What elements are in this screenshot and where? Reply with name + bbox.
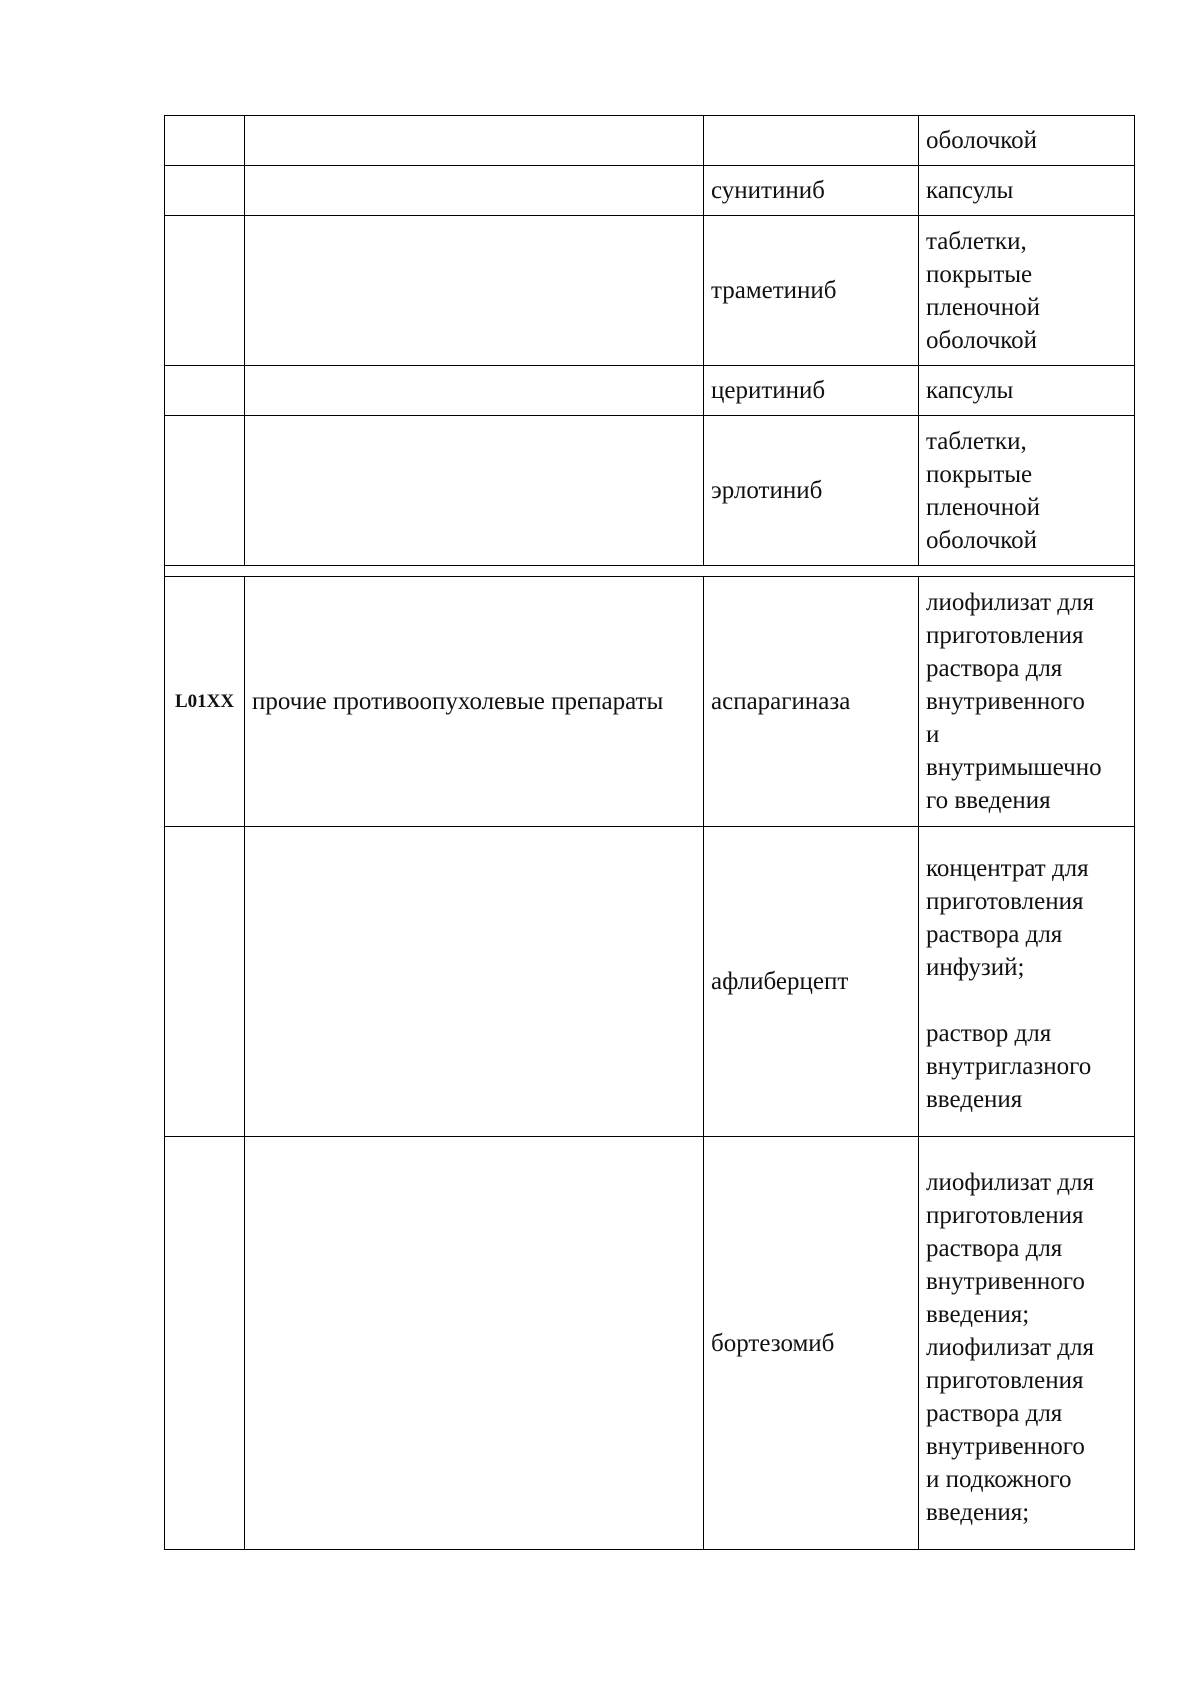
dosage-form-line: внутривенного	[926, 1267, 1085, 1295]
dosage-form-line: лиофилизат для	[926, 589, 1094, 616]
spacer-cell	[165, 566, 1135, 577]
dosage-form-line: таблетки,	[926, 227, 1027, 255]
group-name-cell	[245, 366, 704, 416]
dosage-form-line: введения;	[926, 1498, 1030, 1526]
dosage-form-line: лиофилизат для	[926, 1168, 1094, 1196]
table-row	[165, 416, 1135, 566]
dosage-form-line: приготовления	[926, 1201, 1084, 1229]
dosage-form-line: раствора для	[926, 920, 1063, 948]
group-name-cell	[245, 166, 704, 216]
dosage-form-line: таблетки,	[926, 427, 1027, 455]
dosage-form-line: покрытые	[926, 260, 1033, 288]
dosage-form-line: концентрат для	[926, 854, 1089, 882]
group-name-cell	[245, 1137, 704, 1550]
dosage-form-cell	[919, 577, 1135, 827]
dosage-form-cell	[919, 166, 1135, 216]
dosage-form-line: покрытые	[926, 460, 1033, 488]
dosage-form-line: капсулы	[926, 177, 1014, 204]
dosage-form-line: раствора для	[926, 655, 1063, 682]
atc-code-cell	[165, 416, 245, 566]
drug-name-cell: бортезомиб	[704, 1137, 919, 1550]
atc-code-cell	[165, 1137, 245, 1550]
dosage-form-line: приготовления	[926, 622, 1084, 649]
table-row	[165, 216, 1135, 366]
dosage-form-line: приготовления	[926, 1366, 1084, 1394]
atc-code-cell	[165, 166, 245, 216]
dosage-form-line: раствора для	[926, 1399, 1063, 1427]
dosage-form-line: лиофилизат для	[926, 1333, 1094, 1361]
table-row	[165, 166, 1135, 216]
table-row	[165, 577, 1135, 827]
dosage-form-line: пленочной	[926, 493, 1041, 521]
dosage-form-cell	[919, 1137, 1135, 1550]
dosage-form-cell	[919, 216, 1135, 366]
dosage-form-line: введения	[926, 1085, 1023, 1113]
dosage-form-line: оболочкой	[926, 127, 1038, 154]
drug-name-cell: эрлотиниб	[704, 416, 919, 566]
dosage-form-line: и подкожного	[926, 1465, 1072, 1493]
table-row	[165, 116, 1135, 166]
paragraph-gap	[926, 984, 1127, 1017]
atc-code-cell: L01XX	[165, 577, 245, 827]
dosage-form-cell	[919, 116, 1135, 166]
drug-name-cell: церитиниб	[704, 366, 919, 416]
dosage-form-line: раствора для	[926, 1234, 1063, 1262]
group-name-cell	[245, 416, 704, 566]
atc-code-cell	[165, 116, 245, 166]
dosage-form-line: внутривенного	[926, 1432, 1085, 1460]
dosage-form-line: внутривенного	[926, 688, 1085, 715]
drug-name-cell	[704, 116, 919, 166]
dosage-form-cell	[919, 827, 1135, 1137]
drug-name-cell: сунитиниб	[704, 166, 919, 216]
table-spacer-row	[165, 566, 1135, 577]
table-row	[165, 827, 1135, 1137]
dosage-form-line: и	[926, 721, 940, 748]
dosage-form-line: приготовления	[926, 887, 1084, 915]
dosage-form-line: пленочной	[926, 293, 1041, 321]
dosage-form-line: капсулы	[926, 377, 1014, 404]
table-row	[165, 1137, 1135, 1550]
atc-code-cell	[165, 827, 245, 1137]
dosage-form-line: внутримышечно	[926, 754, 1102, 781]
group-name-cell: прочие противоопухолевые препараты	[245, 577, 704, 827]
table-row	[165, 366, 1135, 416]
group-name-cell	[245, 216, 704, 366]
dosage-form-cell	[919, 416, 1135, 566]
dosage-form-cell	[919, 366, 1135, 416]
dosage-form-line: раствор для	[926, 1019, 1052, 1047]
medication-table	[164, 115, 1135, 1550]
drug-name-cell: траметиниб	[704, 216, 919, 366]
group-name-cell	[245, 116, 704, 166]
dosage-form-line: оболочкой	[926, 526, 1038, 554]
dosage-form-line: внутриглазного	[926, 1052, 1092, 1080]
drug-name-cell: аспарагиназа	[704, 577, 919, 827]
dosage-form-line: оболочкой	[926, 326, 1038, 354]
atc-code-cell	[165, 366, 245, 416]
drug-name-cell: афлиберцепт	[704, 827, 919, 1137]
atc-code-cell	[165, 216, 245, 366]
dosage-form-line: го введения	[926, 787, 1051, 814]
group-name-cell	[245, 827, 704, 1137]
dosage-form-line: инфузий;	[926, 953, 1025, 981]
dosage-form-line: введения;	[926, 1300, 1030, 1328]
